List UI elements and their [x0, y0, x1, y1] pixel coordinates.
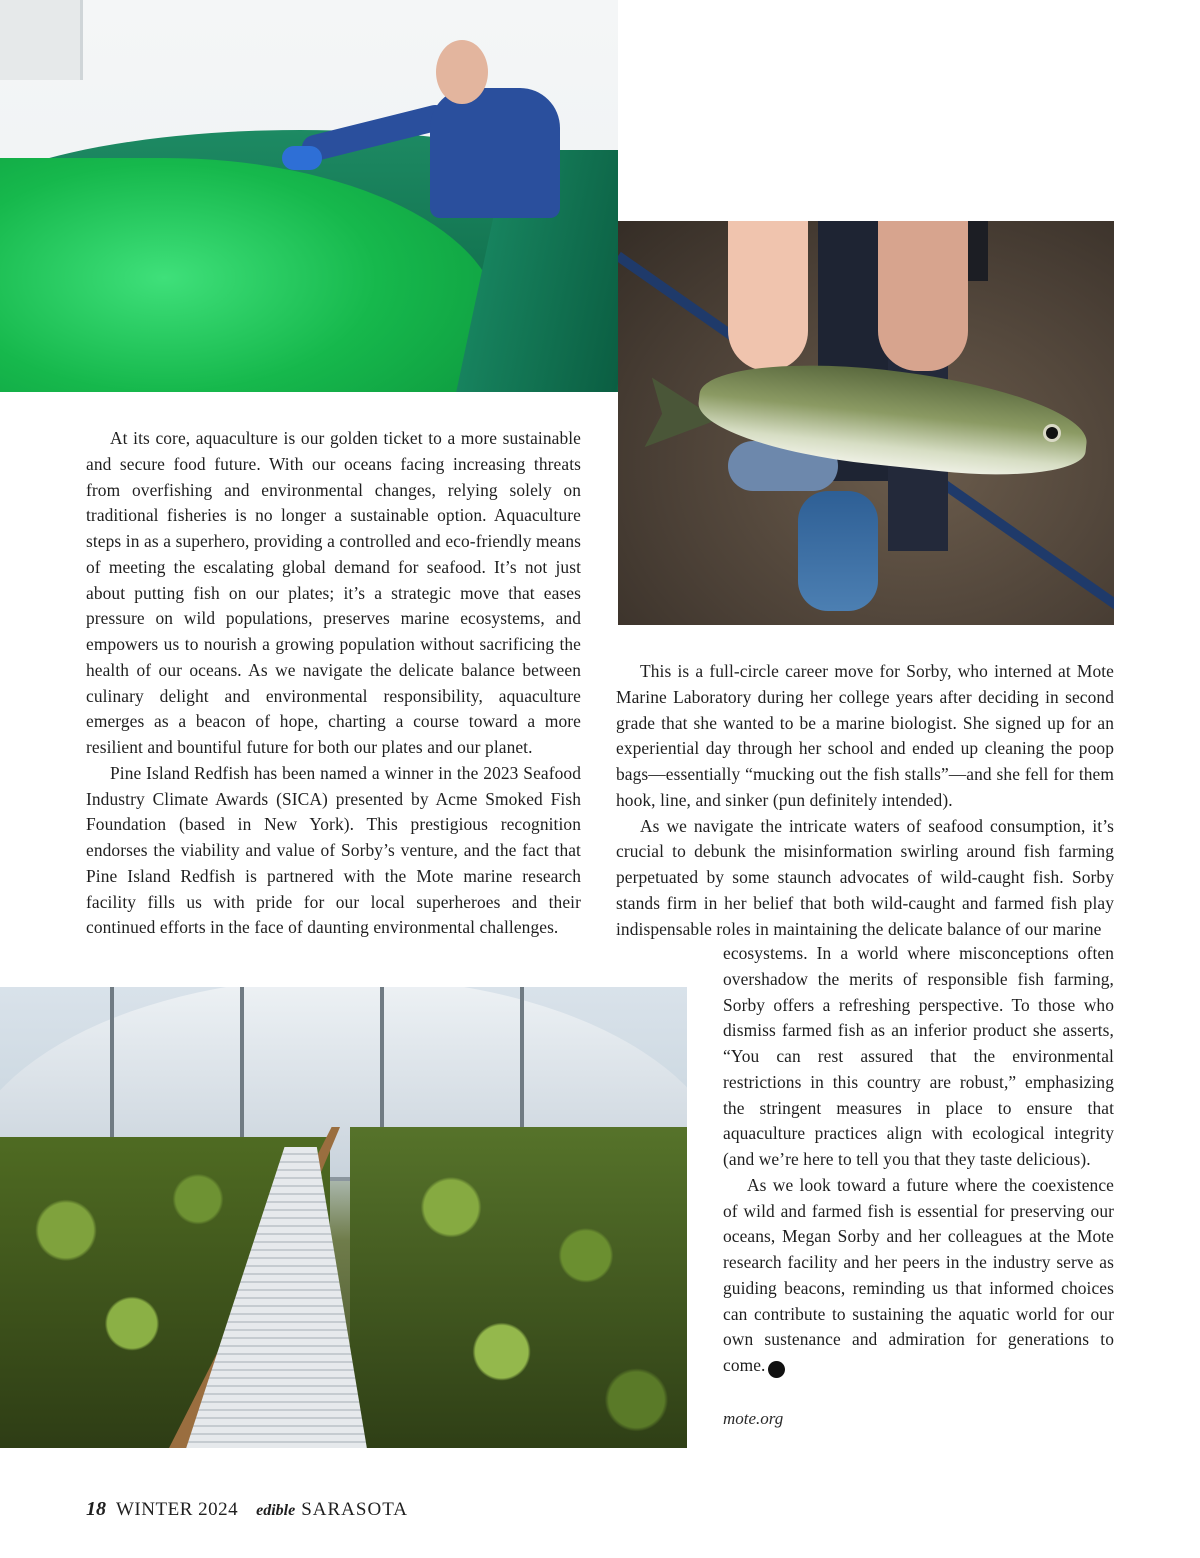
mangrove-seedlings-right: [350, 1127, 687, 1448]
end-mark-icon: e: [768, 1361, 785, 1378]
issue-label: WINTER 2024: [116, 1499, 239, 1520]
photo-redfish: [618, 221, 1114, 625]
article-column-left: [86, 426, 581, 941]
person-body: [430, 88, 560, 218]
paragraph: Pine Island Redfish has been named a winner in the 2023 Seafood Industry Climate Awards (SICA) presented by Acme Smoked Fish Foundation (based in New York). This prestigious recognition endorses the viability and value of Sorby’s venture, and the fact that Pine Island Redfish is partnered with the Mote marine research facility fills us with pride for our local superheroes and their continued efforts in the face of daunting environmental challenges.: [86, 762, 581, 938]
hand-left: [728, 221, 808, 371]
paragraph: ecosystems. In a world where misconceptions often overshadow the merits of responsible fish farming, Sorby offers a refreshing perspective. To those who dismiss farmed fish as an inferior product she asserts, “You can rest assured that the environmental restrictions in this country are robust,” emphasizing the stringent measures in place to ensure that aquaculture practices align with ecological integrity (and we’re here to tell you that they taste delicious).: [723, 943, 1114, 1169]
paragraph: At its core, aquaculture is our golden ticket to a more sustainable and secure food future. With our oceans facing increasing threats from overfishing and environmental changes, relying solely on traditional fisheries is no longer a sustainable option. Aquaculture steps in as a superhero, providing a controlled and eco-friendly means of meeting the escalating global demand for seafood. It’s not just about putting fish on our plates; it’s a strategic move that eases pressure on wild populations, preserves marine ecosystems, and empowers us to nourish a growing population without sacrificing the health of our oceans. As we navigate the delicate balance between culinary delight and environmental responsibility, aquaculture emerges as a beacon of hope, charting a course toward a more resilient and bountiful future for both our plates and our planet.: [86, 428, 581, 757]
brand-prefix: edible: [256, 1502, 296, 1519]
hand-right: [878, 221, 968, 371]
source-link[interactable]: mote.org: [723, 1409, 784, 1428]
page-number: 18: [86, 1498, 106, 1520]
article-column-right-narrow: [723, 941, 1114, 1379]
ceiling-light: [0, 0, 83, 80]
photo-fish-tank: [0, 0, 618, 392]
article-column-right: [616, 659, 1114, 942]
paragraph: This is a full-circle career move for Sorby, who interned at Mote Marine Laboratory during her college years after deciding in second grade that she wanted to be a marine biologist. She signed up for an experiential day through her school and ended up cleaning the poop bags—essentially “mucking out the fish stalls”—and she fell for them hook, line, and sinker (pun definitely intended).: [616, 661, 1114, 810]
paragraph-text: As we look toward a future where the coexistence of wild and farmed fish is essential for preserving our oceans, Megan Sorby and her colleagues at the Mote research facility and her peers in the industry serve as guiding beacons, reminding us that informed choices can contribute to sustaining the aquatic world for our own sustenance and admiration for generations to come.: [723, 1174, 1114, 1375]
glove: [282, 146, 322, 170]
paragraph: As we navigate the intricate waters of seafood consumption, it’s crucial to debunk the misinformation swirling around fish farming perpetuated by some staunch advocates of wild-caught fish. Sorby stands firm in her belief that both wild-caught and farmed fish play indispensable roles in maintaining the delicate balance of our marine: [616, 815, 1114, 939]
page-folio: [86, 1498, 408, 1521]
paragraph: [723, 1173, 1114, 1379]
person-head: [436, 40, 488, 104]
brand-city: SARASOTA: [301, 1499, 408, 1520]
photo-greenhouse: [0, 987, 687, 1448]
shoe-right: [798, 491, 878, 611]
fish-eye: [1046, 427, 1058, 439]
